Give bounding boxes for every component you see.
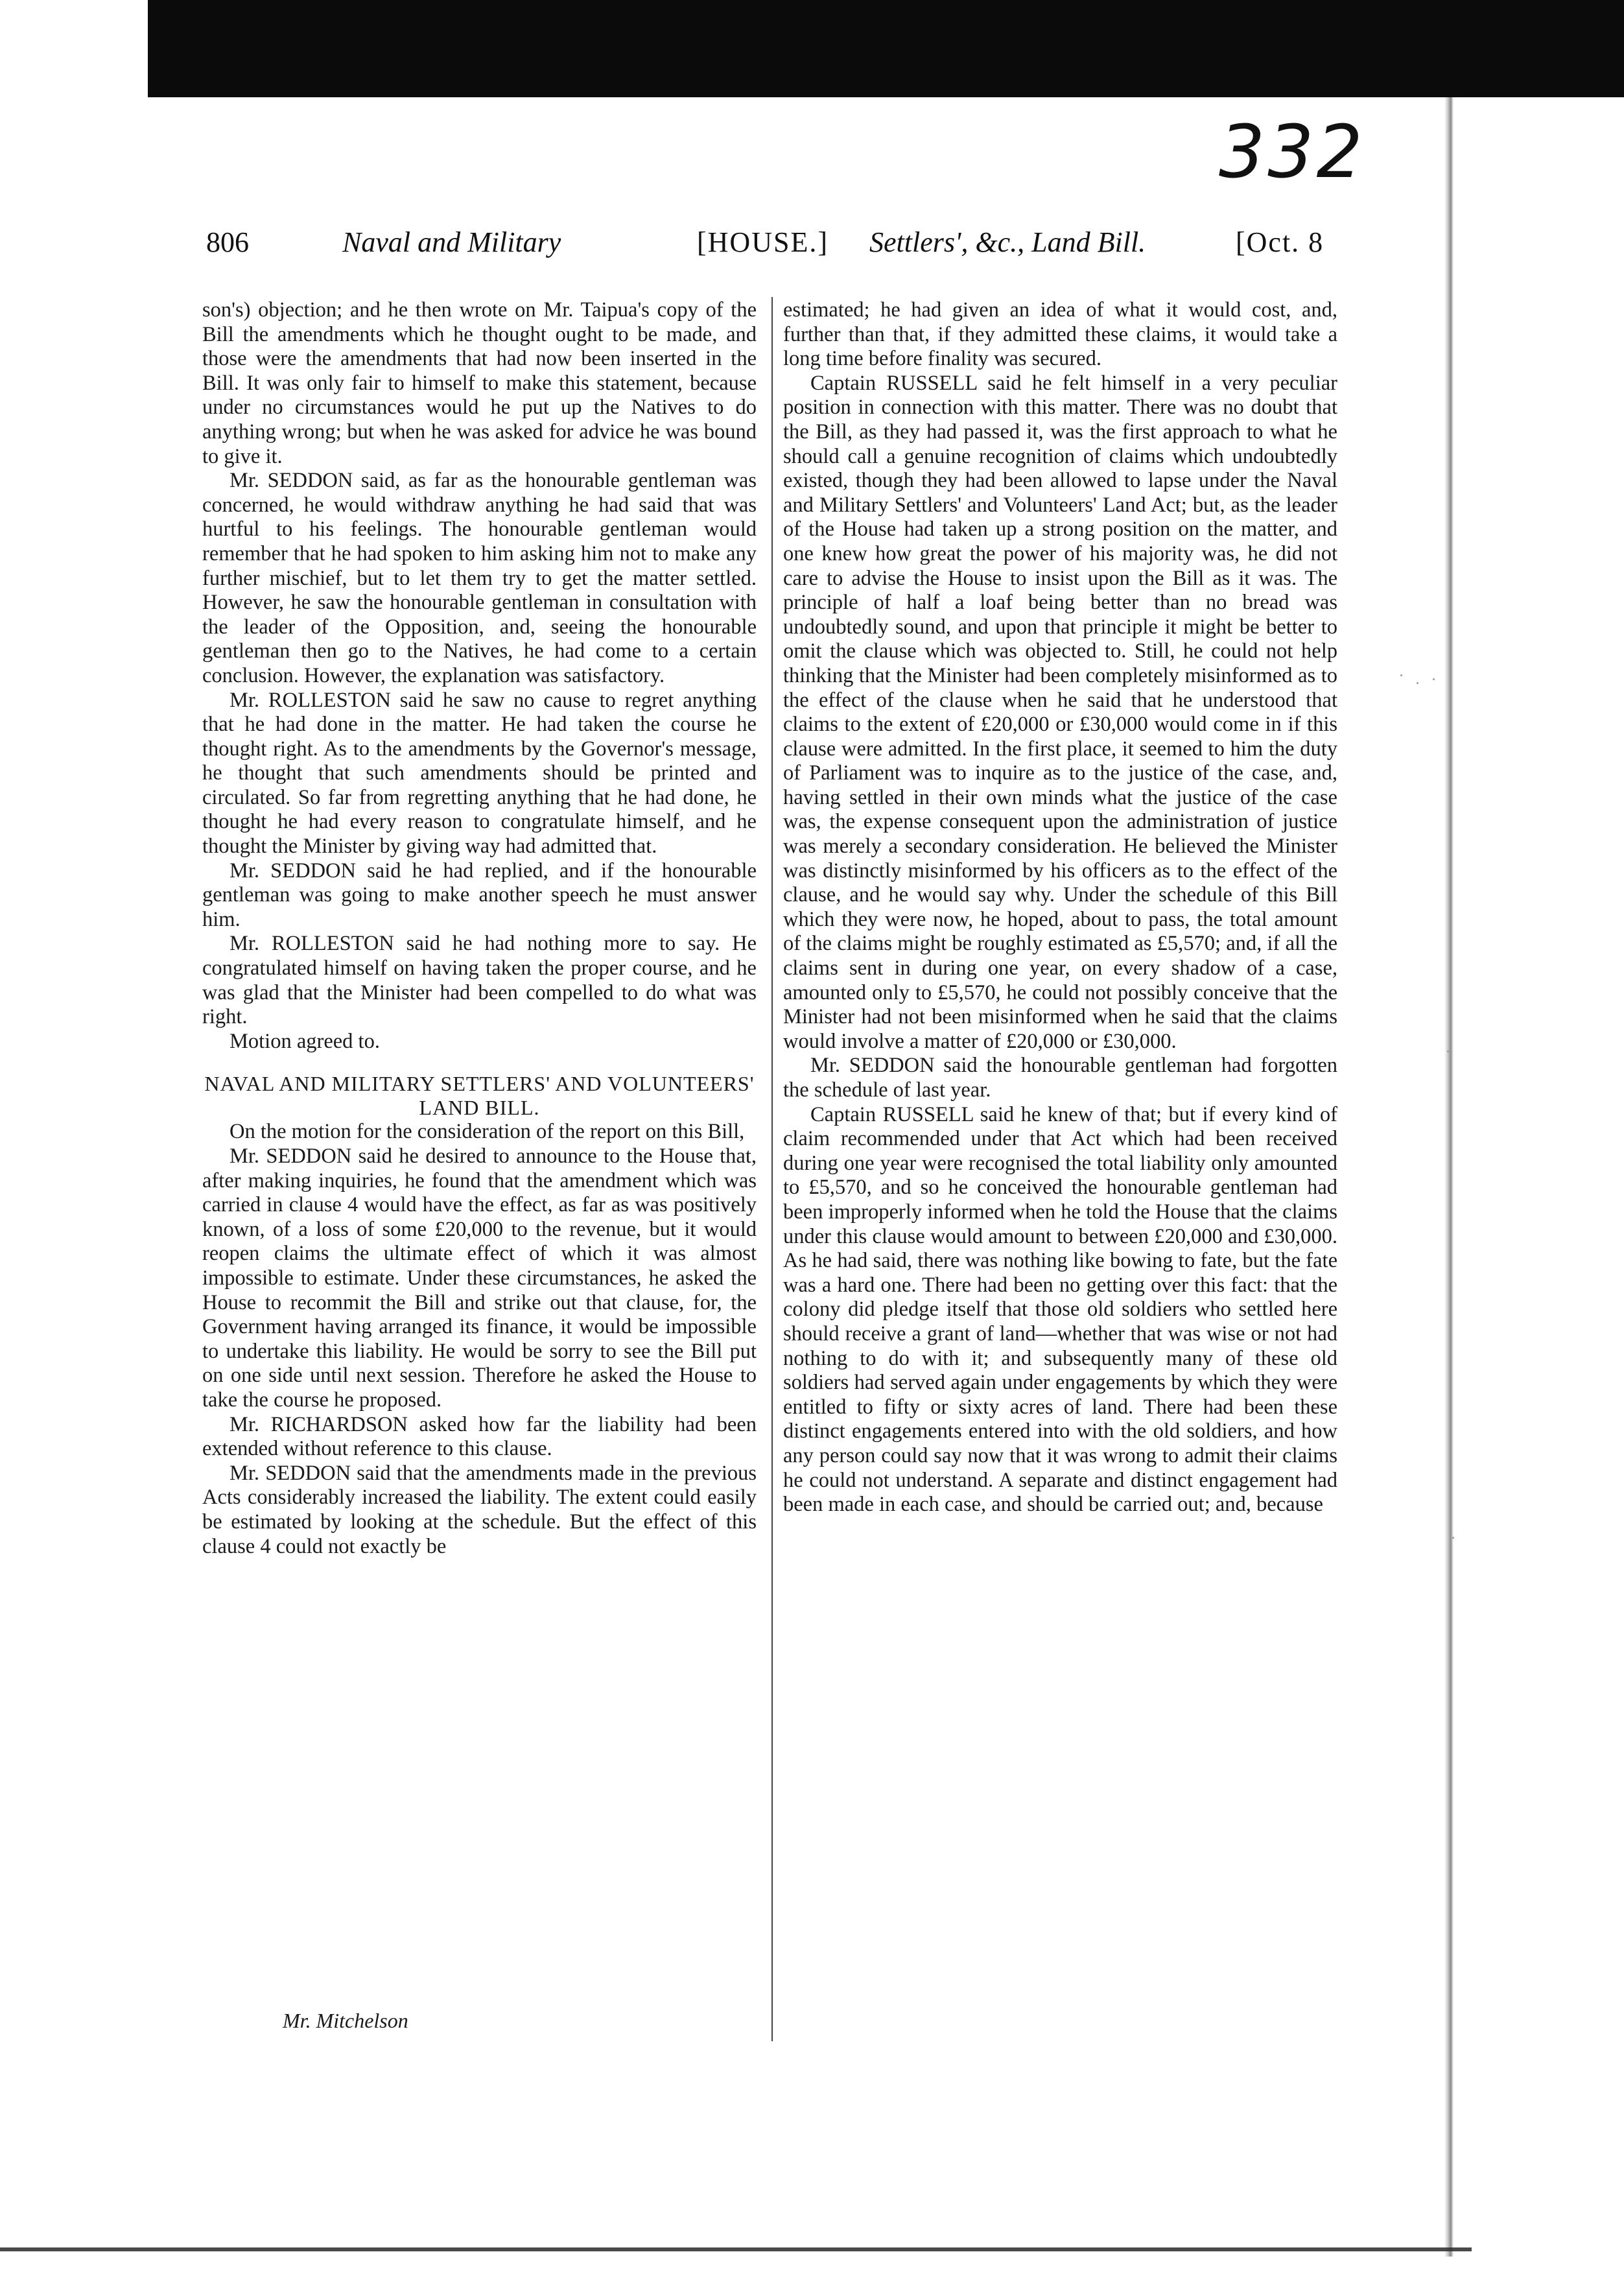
paragraph: Captain RUSSELL said he knew of that; but if every kind of claim recommended under that Act which had been received during one year were recognised the total liability only amounted to £5,570, and so he conceived the honourable gentleman had been improperly informed when he told the House that the claims under this clause would amount to between £20,000 and £30,000. As he had said, there was nothing like bowing to fate, but the fate was a hard one. There had been no getting over this fact: that the colony did pledge itself that those old soldiers who settled here should receive a grant of land—whether that was wise or not had nothing to do with it; and subsequently many of these old soldiers had served again under engagements by which they were entitled to fifty or sixty acres of land. There had been these distinct engagements entered into with the old soldiers, and how any person could say now that it was wrong to admit their claims he could not understand. A separate and distinct engagement had been made in each case, and should be carried out; and, because [783, 1102, 1337, 1517]
left-column [202, 298, 757, 1559]
paragraph: Captain RUSSELL said he felt himself in a very peculiar position in connection with this matter. There was no doubt that the Bill, as they had passed it, was the first approach to what he should call a genuine recognition of claims which undoubtedly existed, though they had been allowed to lapse under the Naval and Military Settlers' and Volunteers' Land Act; but, as the leader of the House had taken up a strong position on the matter, and one knew how great the power of his majority was, he did not care to advise the House to insist upon the Bill as it was. The principle of half a loaf being better than no bread was undoubtedly sound, and upon that principle it might be better to omit the clause which was objected to. Still, he could not help thinking that the Minister had been completely misinformed as to the effect of the clause when he said that he understood that claims to the extent of £20,000 or £30,000 would come in if this clause were admitted. In the first place, it seemed to him the duty of Parliament was to inquire as to the justice of the case, and, having settled in their own minds what the justice of the case was, the expense consequent upon the administration of justice was merely a secondary consideration. He believed the Minister was distinctly misinformed by his officers as to the effect of the clause, and he would say why. Under the schedule of this Bill which they were now, he hoped, about to pass, the total amount of the claims might be roughly estimated as £5,570; and, if all the claims sent in during one year, on every shadow of a case, amounted only to £5,570, he could not possibly conceive that the Minister had not been misinformed when he said that the claims would involve a matter of £20,000 or £30,000. [783, 371, 1337, 1053]
running-title-right: Settlers', &c., Land Bill. [869, 226, 1146, 258]
paragraph: Motion agreed to. [229, 1029, 380, 1053]
paragraph: son's) objection; and he then wrote on Mr. Taipua's copy of the Bill the amendments which he thought ought to be made, and those were the amendments that had now been inserted in the Bill. It was only fair to himself to make this statement, because under no circumstances would he put up the Natives to do anything wrong; but when he was asked for advice he was bound to give it. [202, 298, 757, 468]
running-title-left: Naval and Military [342, 226, 561, 258]
footer-speaker: Mr. Mitchelson [283, 2009, 408, 2032]
running-house: [HOUSE.] [697, 226, 829, 258]
paragraph: Mr. SEDDON said he had replied, and if the honourable gentleman was going to make another speech he must answer him. [202, 859, 757, 931]
scan-border-top [148, 0, 1624, 97]
paragraph: Mr. SEDDON said that the amendments made in the previous Acts considerably increased the liability. The extent could easily be estimated by looking at the schedule. But the effect of this clause 4 could not exactly be [202, 1461, 757, 1558]
paragraph: Mr. SEDDON said he desired to announce to the House that, after making inquiries, he found that the amendment which was carried in clause 4 would have the effect, as far as was positively known, of a loss of some £20,000 to the revenue, but it would reopen claims the ultimate effect of which it was almost impossible to estimate. Under these circumstances, he asked the House to recommit the Bill and strike out that clause, for, the Government having arranged its finance, it would be impossible to undertake this liability. He would be sorry to see the Bill put on one side until next session. Therefore he asked the House to take the course he proposed. [202, 1144, 757, 1412]
paragraph: On the motion for the consideration of the report on this Bill, [229, 1120, 745, 1144]
scan-speck [1452, 1537, 1454, 1539]
paragraph: estimated; he had given an idea of what it would cost, and, further than that, if they admitted these claims, it would take a long time before finality was secured. [783, 298, 1337, 371]
running-head [206, 226, 1347, 271]
section-heading: NAVAL AND MILITARY SETTLERS' AND VOLUNTEERS' LAND BILL. [204, 1072, 755, 1120]
paragraph: Mr. SEDDON said the honourable gentleman had forgotten the schedule of last year. [783, 1054, 1337, 1102]
paragraph: Mr. ROLLESTON said he saw no cause to regret anything that he had done in the matter. He had taken the course he thought right. As to the amendments by the Governor's message, he thought that such amendments should be printed and circulated. So far from regretting anything that he had done, he thought he had every reason to congratulate himself, and he thought the Minister by giving way had admitted that. [202, 688, 757, 859]
scan-speck [1417, 682, 1418, 684]
handwritten-folio-number: 332 [1219, 110, 1365, 195]
paragraph: Mr. RICHARDSON asked how far the liability had been extended without reference to this clause. [202, 1412, 757, 1461]
scan-border-bottom [0, 2247, 1472, 2251]
scan-border-right [1444, 97, 1453, 2257]
column-divider [771, 297, 773, 2041]
scan-speck [1447, 1050, 1449, 1052]
paragraph: Mr. SEDDON said, as far as the honourable gentleman was concerned, he would withdraw anything he had said that was hurtful to his feelings. The honourable gentleman would remember that he had spoken to him asking him not to make any further mischief, but to let them try to get the matter settled. However, he saw the honourable gentleman in consultation with the leader of the Opposition, and, seeing the honourable gentleman then go to the Natives, he had come to a certain conclusion. However, the explanation was satisfactory. [202, 469, 757, 687]
right-column [783, 298, 1337, 1517]
running-date: [Oct. 8 [1236, 226, 1324, 258]
page-number: 806 [206, 226, 249, 258]
scan-speck [1400, 674, 1402, 676]
scan-speck [1433, 678, 1435, 680]
paragraph: Mr. ROLLESTON said he had nothing more to say. He congratulated himself on having taken the proper course, and he was glad that the Minister had been compelled to do what was right. [202, 932, 757, 1029]
